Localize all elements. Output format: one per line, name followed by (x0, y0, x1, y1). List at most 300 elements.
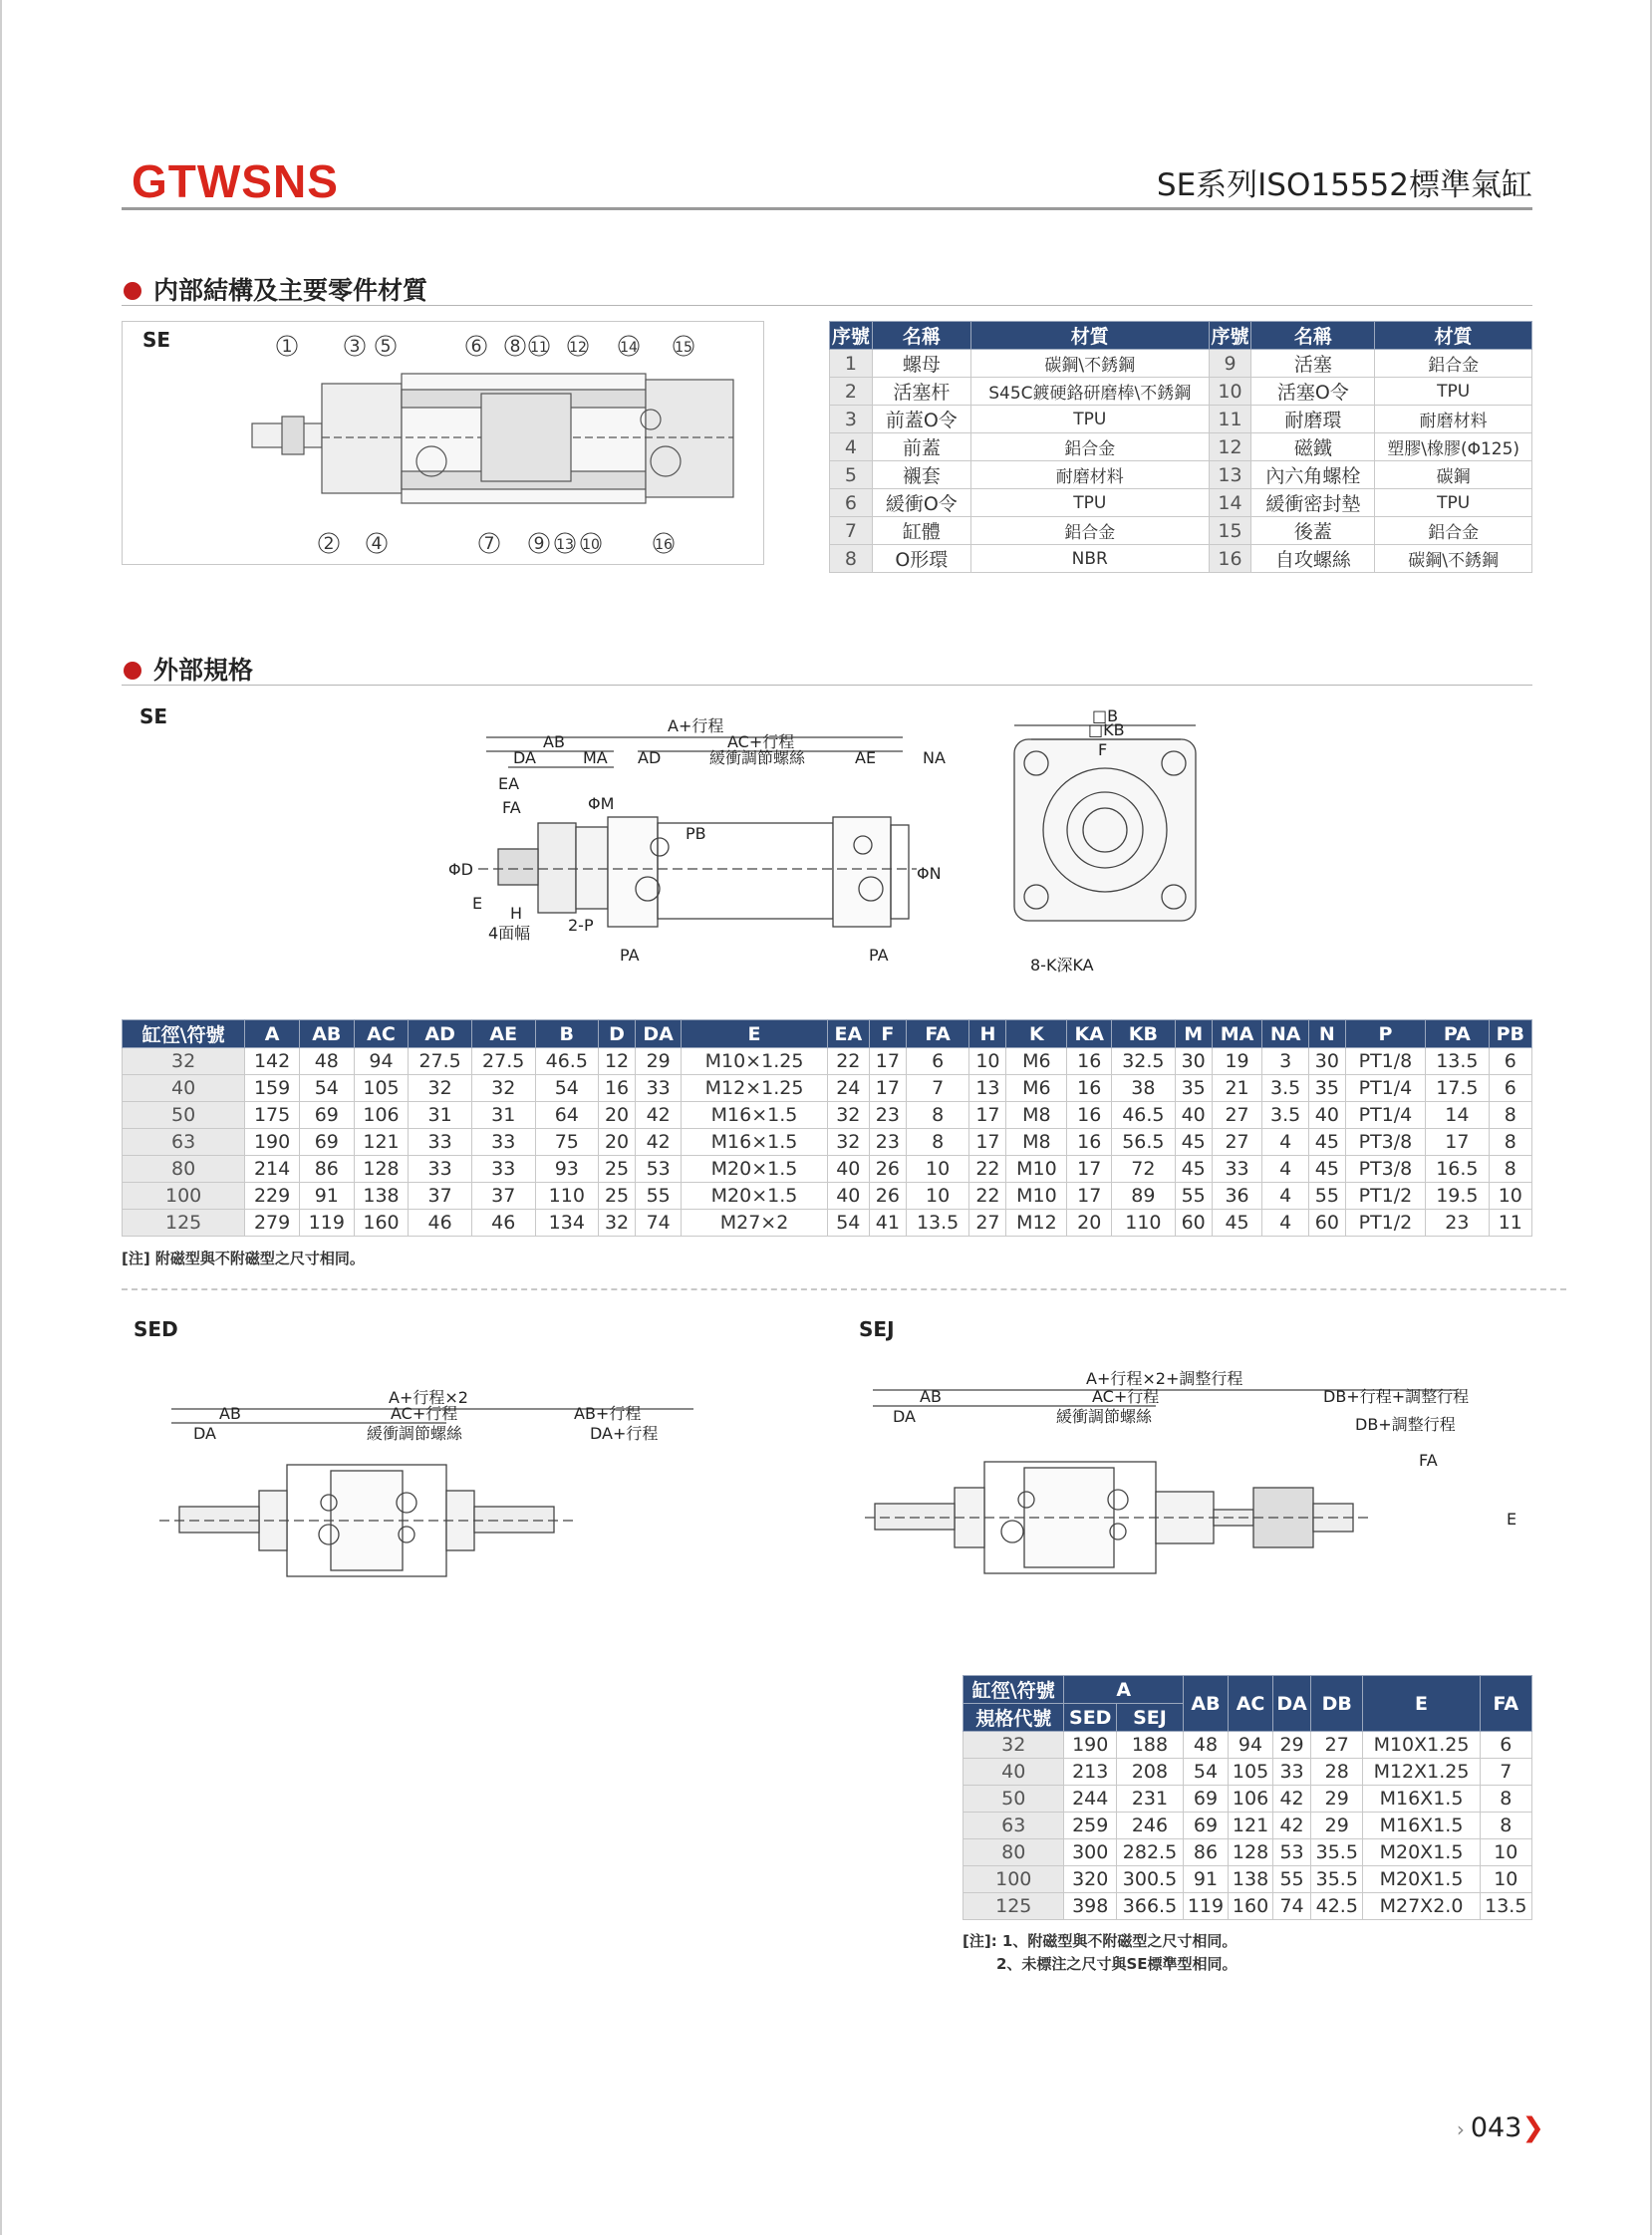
column-header: KA (1067, 1020, 1112, 1048)
column-header: FA (906, 1020, 969, 1048)
table-cell: M27×2 (682, 1210, 828, 1237)
callout-3: 3 (349, 337, 361, 357)
table-cell: 190 (1064, 1732, 1117, 1759)
table-cell: M16X1.5 (1363, 1786, 1480, 1813)
column-header: E (1363, 1676, 1480, 1732)
sed-dim-da-stroke: DA+行程 (590, 1424, 659, 1443)
table-cell: 14 (1209, 489, 1251, 517)
sej-dim-db-adj: DB+調整行程 (1355, 1415, 1456, 1434)
table-cell: 60 (1175, 1210, 1212, 1237)
table-cell: 20 (599, 1129, 636, 1156)
table-cell: 128 (1229, 1839, 1273, 1866)
column-header: 名稱 (872, 322, 970, 350)
column-header: P (1345, 1020, 1425, 1048)
table-cell: 17 (1426, 1129, 1490, 1156)
table-cell: 190 (245, 1129, 300, 1156)
table-cell: 300 (1064, 1839, 1117, 1866)
diagram-label: SE (139, 704, 168, 728)
column-header: PB (1489, 1020, 1531, 1048)
table-cell: 56.5 (1112, 1129, 1176, 1156)
sed-dim-a2: A+行程×2 (389, 1388, 468, 1407)
section-divider (122, 1288, 1566, 1290)
table-cell: 4 (830, 433, 873, 461)
table-cell: 54 (535, 1075, 599, 1102)
dim-ea: EA (498, 774, 520, 793)
table-cell: 33 (636, 1075, 682, 1102)
table-row (830, 489, 1532, 517)
table-cell: PT3/8 (1345, 1156, 1425, 1183)
dim-ma: MA (583, 748, 608, 767)
table-row (123, 1210, 1532, 1237)
table-cell: 32.5 (1112, 1048, 1176, 1075)
table-cell: 33 (1273, 1759, 1311, 1786)
column-header: EA (827, 1020, 869, 1048)
internal-structure-diagram (122, 321, 764, 565)
dim-b: □B (1092, 709, 1119, 725)
table-cell: 89 (1112, 1183, 1176, 1210)
callout-12: 12 (569, 340, 587, 356)
table-cell: 138 (354, 1183, 409, 1210)
table-cell: 46 (409, 1210, 472, 1237)
table-cell: M10 (1006, 1183, 1067, 1210)
table-cell: 17 (1067, 1183, 1112, 1210)
table-cell: 35.5 (1311, 1866, 1363, 1893)
sej-dim-db-full: DB+行程+調整行程 (1323, 1387, 1470, 1406)
callout-4: 4 (371, 534, 383, 554)
sed-dim-ab-stroke: AB+行程 (574, 1404, 642, 1423)
table-cell: 259 (1064, 1813, 1117, 1839)
table-cell: 69 (1183, 1786, 1228, 1813)
table-cell: 5 (830, 461, 873, 489)
table-cell: 13.5 (1426, 1048, 1490, 1075)
table-cell: 碳鋼\不銹鋼 (1375, 545, 1532, 573)
table-cell: 3 (1262, 1048, 1308, 1075)
table-cell: 69 (1183, 1813, 1228, 1839)
table-cell: 69 (299, 1129, 354, 1156)
table-cell: 16 (1067, 1048, 1112, 1075)
table-cell: M20X1.5 (1363, 1866, 1480, 1893)
table-cell: 45 (1212, 1210, 1262, 1237)
dim-kb: □KB (1088, 720, 1125, 739)
table-cell: 208 (1116, 1759, 1183, 1786)
table-cell: 320 (1064, 1866, 1117, 1893)
table-cell: 46.5 (1112, 1102, 1176, 1129)
table-cell: 16 (1067, 1075, 1112, 1102)
table-cell: 3.5 (1262, 1075, 1308, 1102)
column-header: DA (1273, 1676, 1311, 1732)
table-cell: 15 (1209, 517, 1251, 545)
table-row (123, 1102, 1532, 1129)
table-cell: 耐磨環 (1251, 406, 1375, 433)
table-cell: 27 (1212, 1129, 1262, 1156)
table-cell: 10 (906, 1156, 969, 1183)
table-cell: 138 (1229, 1866, 1273, 1893)
table-cell: 175 (245, 1102, 300, 1129)
table-cell: 27.5 (471, 1048, 535, 1075)
table-cell: 7 (906, 1075, 969, 1102)
table-row (964, 1866, 1532, 1893)
dim-fa: FA (502, 798, 521, 817)
dim-phi-n: ΦN (917, 864, 942, 883)
table-cell: M12 (1006, 1210, 1067, 1237)
table-cell: S45C鍍硬鉻研磨棒\不銹鋼 (970, 378, 1209, 406)
table-cell: 42 (1273, 1813, 1311, 1839)
table-row (964, 1813, 1532, 1839)
table-cell: 74 (636, 1210, 682, 1237)
table-row (964, 1786, 1532, 1813)
table-cell: 11 (1489, 1210, 1531, 1237)
chevron-right-icon: ❯ (1521, 2112, 1544, 2143)
column-header: 序號 (1209, 322, 1251, 350)
table-row (964, 1732, 1532, 1759)
table-row (964, 1759, 1532, 1786)
table-cell: 8 (1489, 1129, 1531, 1156)
table-cell: TPU (970, 489, 1209, 517)
table-cell: 8 (1489, 1156, 1531, 1183)
table-cell: 17.5 (1426, 1075, 1490, 1102)
table-header-row (830, 322, 1532, 350)
sej-label: SEJ (859, 1317, 895, 1341)
table-cell: 8 (830, 545, 873, 573)
dim-ad: AD (638, 748, 662, 767)
table-cell: 22 (969, 1183, 1006, 1210)
table-cell: 10 (969, 1048, 1006, 1075)
table-cell: 69 (299, 1102, 354, 1129)
callout-10: 10 (582, 537, 600, 553)
spec-note: [注] 附磁型與不附磁型之尺寸相同。 (122, 1250, 365, 1267)
table-cell: 63 (123, 1129, 245, 1156)
table-cell: 碳鋼\不銹鋼 (970, 350, 1209, 378)
table-cell: 110 (535, 1183, 599, 1210)
table-cell: 160 (354, 1210, 409, 1237)
table-cell: 緩衝O令 (872, 489, 970, 517)
table-cell: 14 (1426, 1102, 1490, 1129)
table-cell: 32 (599, 1210, 636, 1237)
sej-dimension-drawing (865, 1370, 1522, 1579)
sed-dim-da: DA (193, 1424, 216, 1443)
table-cell: 16.5 (1426, 1156, 1490, 1183)
dim-h: H (510, 904, 523, 923)
dim-ac-stroke: AC+行程 (727, 732, 795, 751)
table-cell: 121 (1229, 1813, 1273, 1839)
table-cell: 40 (1175, 1102, 1212, 1129)
table-cell: 23 (869, 1102, 906, 1129)
table-cell: 37 (471, 1183, 535, 1210)
table-cell: 35 (1308, 1075, 1345, 1102)
table-row (964, 1839, 1532, 1866)
sed-sej-note-1: [注]: 1、附磁型與不附磁型之尺寸相同。 (963, 1932, 1238, 1950)
table-cell: 53 (1273, 1839, 1311, 1866)
diagram-label: SE (142, 328, 171, 352)
table-cell: 119 (299, 1210, 354, 1237)
column-header: AD (409, 1020, 472, 1048)
table-cell: 26 (869, 1156, 906, 1183)
dim-phi-d: ΦD (448, 860, 473, 879)
table-cell: M10 (1006, 1156, 1067, 1183)
table-cell: 40 (123, 1075, 245, 1102)
table-cell: 前蓋 (872, 433, 970, 461)
callout-9: 9 (533, 534, 545, 554)
table-cell: 8 (906, 1129, 969, 1156)
table-cell: 55 (1175, 1183, 1212, 1210)
table-cell: 72 (1112, 1156, 1176, 1183)
table-cell: 29 (1311, 1786, 1363, 1813)
column-header: KB (1112, 1020, 1176, 1048)
table-header-row (123, 1020, 1532, 1048)
column-header: M (1175, 1020, 1212, 1048)
table-cell: 23 (869, 1129, 906, 1156)
dim-da: DA (513, 748, 536, 767)
column-header: K (1006, 1020, 1067, 1048)
column-header: MA (1212, 1020, 1262, 1048)
bullet-icon (124, 662, 141, 680)
table-cell: PT1/2 (1345, 1183, 1425, 1210)
table-cell: 134 (535, 1210, 599, 1237)
table-cell: 10 (1480, 1866, 1531, 1893)
column-header: F (869, 1020, 906, 1048)
table-cell: TPU (1375, 489, 1532, 517)
table-cell: 54 (827, 1210, 869, 1237)
callout-16: 16 (655, 537, 673, 553)
table-cell: 75 (535, 1129, 599, 1156)
callout-14: 14 (620, 340, 638, 356)
table-cell: 36 (1212, 1183, 1262, 1210)
table-cell: M16×1.5 (682, 1102, 828, 1129)
table-cell: 8 (906, 1102, 969, 1129)
sej-dim-ac: AC+行程 (1092, 1387, 1160, 1406)
table-cell: 缸體 (872, 517, 970, 545)
sej-dim-ab: AB (920, 1387, 942, 1406)
column-header: DB (1311, 1676, 1363, 1732)
table-cell: 94 (354, 1048, 409, 1075)
table-cell: 31 (471, 1102, 535, 1129)
table-cell: 7 (1480, 1759, 1531, 1786)
table-cell: 33 (471, 1156, 535, 1183)
table-cell: 32 (827, 1129, 869, 1156)
dim-ae: AE (855, 748, 877, 767)
table-cell: 188 (1116, 1732, 1183, 1759)
table-cell: 6 (1489, 1048, 1531, 1075)
dim-2-p: 2-P (568, 916, 594, 935)
table-cell: 45 (1175, 1129, 1212, 1156)
parts-material-table (829, 321, 1532, 573)
table-cell: PT1/8 (1345, 1048, 1425, 1075)
table-cell: 20 (1067, 1210, 1112, 1237)
table-cell: 32 (964, 1732, 1064, 1759)
table-cell: 8 (1489, 1102, 1531, 1129)
table-cell: 前蓋O令 (872, 406, 970, 433)
brand-logo: GTWSNS (132, 155, 339, 207)
sed-sej-table (963, 1675, 1532, 1920)
table-cell: 31 (409, 1102, 472, 1129)
table-cell: 3.5 (1262, 1102, 1308, 1129)
table-cell: 279 (245, 1210, 300, 1237)
table-cell: 35.5 (1311, 1839, 1363, 1866)
column-header: N (1308, 1020, 1345, 1048)
table-cell: 19 (1212, 1048, 1262, 1075)
table-cell: 100 (123, 1183, 245, 1210)
table-cell: 17 (869, 1075, 906, 1102)
external-dimension-drawing (438, 709, 1435, 978)
table-cell: 耐磨材料 (1375, 406, 1532, 433)
table-cell: 活塞杆 (872, 378, 970, 406)
table-cell: 231 (1116, 1786, 1183, 1813)
table-cell: 54 (299, 1075, 354, 1102)
dim-e: E (472, 894, 483, 913)
table-cell: 42.5 (1311, 1893, 1363, 1920)
table-cell: 33 (1212, 1156, 1262, 1183)
table-cell: 93 (535, 1156, 599, 1183)
table-cell: 398 (1064, 1893, 1117, 1920)
table-cell: 32 (471, 1075, 535, 1102)
table-cell: 襯套 (872, 461, 970, 489)
column-header: A (245, 1020, 300, 1048)
table-cell: 20 (599, 1102, 636, 1129)
table-cell: 121 (354, 1129, 409, 1156)
table-cell: 鋁合金 (1375, 350, 1532, 378)
dim-na: NA (923, 748, 946, 767)
table-cell: 42 (1273, 1786, 1311, 1813)
table-cell: 106 (1229, 1786, 1273, 1813)
table-cell: 27 (969, 1210, 1006, 1237)
callout-15: 15 (675, 340, 692, 356)
dim-k-depth: 8-K深KA (1030, 956, 1094, 975)
table-cell: 300.5 (1116, 1866, 1183, 1893)
table-cell: PT1/4 (1345, 1075, 1425, 1102)
column-header: A (1064, 1676, 1183, 1704)
table-cell: 100 (964, 1866, 1064, 1893)
table-cell: 86 (1183, 1839, 1228, 1866)
table-cell: 4 (1262, 1129, 1308, 1156)
table-cell: 16 (1067, 1129, 1112, 1156)
column-header: D (599, 1020, 636, 1048)
table-cell: 4 (1262, 1156, 1308, 1183)
table-cell: 6 (1489, 1075, 1531, 1102)
sed-dim-cushion: 緩衝調節螺絲 (367, 1424, 463, 1443)
table-row (830, 378, 1532, 406)
sed-dimension-drawing (159, 1385, 717, 1594)
column-header: AC (1229, 1676, 1273, 1732)
sed-dim-ab: AB (219, 1404, 241, 1423)
table-cell: 80 (123, 1156, 245, 1183)
table-cell: 鋁合金 (1375, 517, 1532, 545)
table-cell: 24 (827, 1075, 869, 1102)
table-cell: PT3/8 (1345, 1129, 1425, 1156)
table-cell: 6 (1480, 1732, 1531, 1759)
table-cell: 55 (1273, 1866, 1311, 1893)
table-cell: 80 (964, 1839, 1064, 1866)
table-cell: 6 (830, 489, 873, 517)
table-cell: M10×1.25 (682, 1048, 828, 1075)
table-header-row (964, 1676, 1532, 1704)
table-cell: M20X1.5 (1363, 1839, 1480, 1866)
column-header: B (535, 1020, 599, 1048)
table-cell: 10 (1480, 1839, 1531, 1866)
table-cell: 17 (969, 1129, 1006, 1156)
column-header: 規格代號 (964, 1704, 1064, 1732)
column-header: AB (1183, 1676, 1228, 1732)
header-rule (122, 207, 1532, 210)
table-cell: M16X1.5 (1363, 1813, 1480, 1839)
table-cell: 22 (827, 1048, 869, 1075)
table-row (123, 1129, 1532, 1156)
sej-dim-fa: FA (1419, 1451, 1438, 1470)
table-cell: 50 (123, 1102, 245, 1129)
table-row (830, 433, 1532, 461)
dim-pb: PB (686, 824, 706, 843)
table-cell: 磁鐵 (1251, 433, 1375, 461)
table-cell: 33 (471, 1129, 535, 1156)
page-number-text: 043 (1470, 2112, 1522, 2143)
table-cell: M8 (1006, 1102, 1067, 1129)
table-cell: 17 (869, 1048, 906, 1075)
table-row (830, 406, 1532, 433)
table-cell: 142 (245, 1048, 300, 1075)
table-cell: 105 (1229, 1759, 1273, 1786)
table-cell: 塑膠\橡膠(Φ125) (1375, 433, 1532, 461)
table-cell: 35 (1175, 1075, 1212, 1102)
table-row (123, 1075, 1532, 1102)
table-cell: M16×1.5 (682, 1129, 828, 1156)
table-cell: 213 (1064, 1759, 1117, 1786)
section-heading-internal (124, 271, 427, 307)
table-cell: PT1/4 (1345, 1102, 1425, 1129)
sej-dim-da: DA (893, 1407, 916, 1426)
table-cell: 13 (1209, 461, 1251, 489)
table-cell: 128 (354, 1156, 409, 1183)
table-cell: 110 (1112, 1210, 1176, 1237)
table-cell: 45 (1308, 1129, 1345, 1156)
table-cell: 26 (869, 1183, 906, 1210)
table-cell: 13 (969, 1075, 1006, 1102)
table-cell: 29 (1273, 1732, 1311, 1759)
column-header: SEJ (1116, 1704, 1183, 1732)
table-cell: 27 (1311, 1732, 1363, 1759)
table-cell: 41 (869, 1210, 906, 1237)
table-cell: 17 (1067, 1156, 1112, 1183)
table-cell: O形環 (872, 545, 970, 573)
table-cell: 27 (1212, 1102, 1262, 1129)
section-title: 内部結構及主要零件材質 (153, 276, 428, 305)
table-cell: M12×1.25 (682, 1075, 828, 1102)
column-header: AC (354, 1020, 409, 1048)
table-cell: 後蓋 (1251, 517, 1375, 545)
dim-phi-m: ΦM (588, 794, 615, 813)
table-cell: 4 (1262, 1210, 1308, 1237)
table-cell: 32 (409, 1075, 472, 1102)
table-cell: 54 (1183, 1759, 1228, 1786)
table-cell: 活塞O令 (1251, 378, 1375, 406)
table-cell: 42 (636, 1102, 682, 1129)
table-cell: 160 (1229, 1893, 1273, 1920)
column-header: 缸徑\符號 (964, 1676, 1064, 1704)
table-cell: 55 (636, 1183, 682, 1210)
table-cell: 48 (1183, 1732, 1228, 1759)
table-cell: 46.5 (535, 1048, 599, 1075)
dim-ab: AB (543, 732, 565, 751)
table-cell: 12 (599, 1048, 636, 1075)
table-cell: 19.5 (1426, 1183, 1490, 1210)
column-header: E (682, 1020, 828, 1048)
table-cell: 125 (964, 1893, 1064, 1920)
table-cell: 32 (827, 1102, 869, 1129)
table-cell: 53 (636, 1156, 682, 1183)
table-cell: 50 (964, 1786, 1064, 1813)
table-cell: TPU (970, 406, 1209, 433)
section-title: 外部規格 (153, 656, 254, 685)
table-cell: 16 (599, 1075, 636, 1102)
table-cell: PT1/2 (1345, 1210, 1425, 1237)
